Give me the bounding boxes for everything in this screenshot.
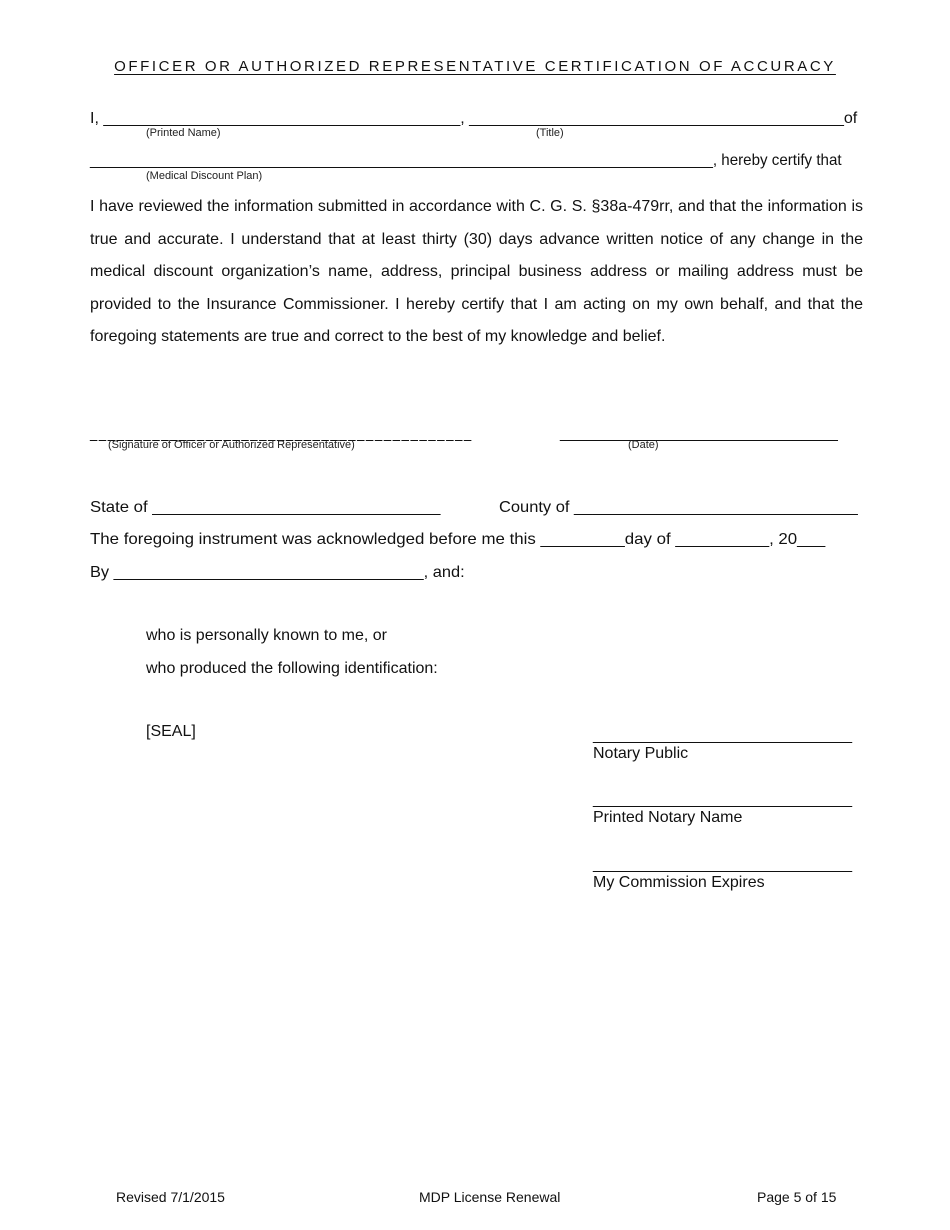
commission-label: My Commission Expires [593,874,765,891]
name-title-line: I, ________________________________________, __________________________________________of [90,110,858,127]
known-text: who is personally known to me, or [146,627,387,644]
notary-public-blank: _____________________________ [593,727,853,744]
plan-line: __________________________________________________________________________, hereby certify that [90,152,842,169]
certification-paragraph: I have reviewed the information submitted in accordance with C. G. S. §38a-479rr, and that the information is true and accurate. I understand that at least thirty (30) days advance written notice of any change in the medical discount organization’s name, address, principal business address or mailing address must be provided to the Insurance Commissioner. I hereby certify that I am acting on my own behalf, and that the foregoing statements are true and correct to the best of my knowledge and belief. [90,198,863,345]
date-caption: (Date) [628,439,659,451]
county-line: County of _______________________________ [499,499,858,516]
signature-caption: (Signature of Officer or Authorized Representative) [108,439,355,451]
seal-label: [SEAL] [146,723,196,740]
state-line: State of _______________________________ [90,499,441,516]
acknowledged-line: The foregoing instrument was acknowledged before me this _________day of __________, 20___ [90,531,826,548]
footer-revised: Revised 7/1/2015 [116,1189,225,1205]
printed-name-caption: (Printed Name) [146,127,221,139]
printed-notary-label: Printed Notary Name [593,809,743,826]
by-line: By __________________________________, and: [90,564,465,581]
produced-text: who produced the following identification: [146,660,438,677]
notary-public-label: Notary Public [593,745,689,762]
footer-page: Page 5 of 15 [757,1189,837,1205]
commission-blank: _____________________________ [593,856,853,873]
title-caption: (Title) [536,127,564,139]
page-title: OFFICER OR AUTHORIZED REPRESENTATIVE CERTIFICATION OF ACCURACY [114,58,836,75]
printed-notary-blank: _____________________________ [593,791,853,808]
plan-caption: (Medical Discount Plan) [146,170,263,182]
signature-line: _ _ _ _ _ _ _ _ _ _ _ _ _ _ _ _ _ _ _ _ _ _ _ _ _ _ _ _ _ _ _ _ _ _ _ _ _ _ _ _ _ _ _ [90,425,471,442]
date-line: _______________________________ [560,425,838,442]
footer-center: MDP License Renewal [419,1189,561,1205]
